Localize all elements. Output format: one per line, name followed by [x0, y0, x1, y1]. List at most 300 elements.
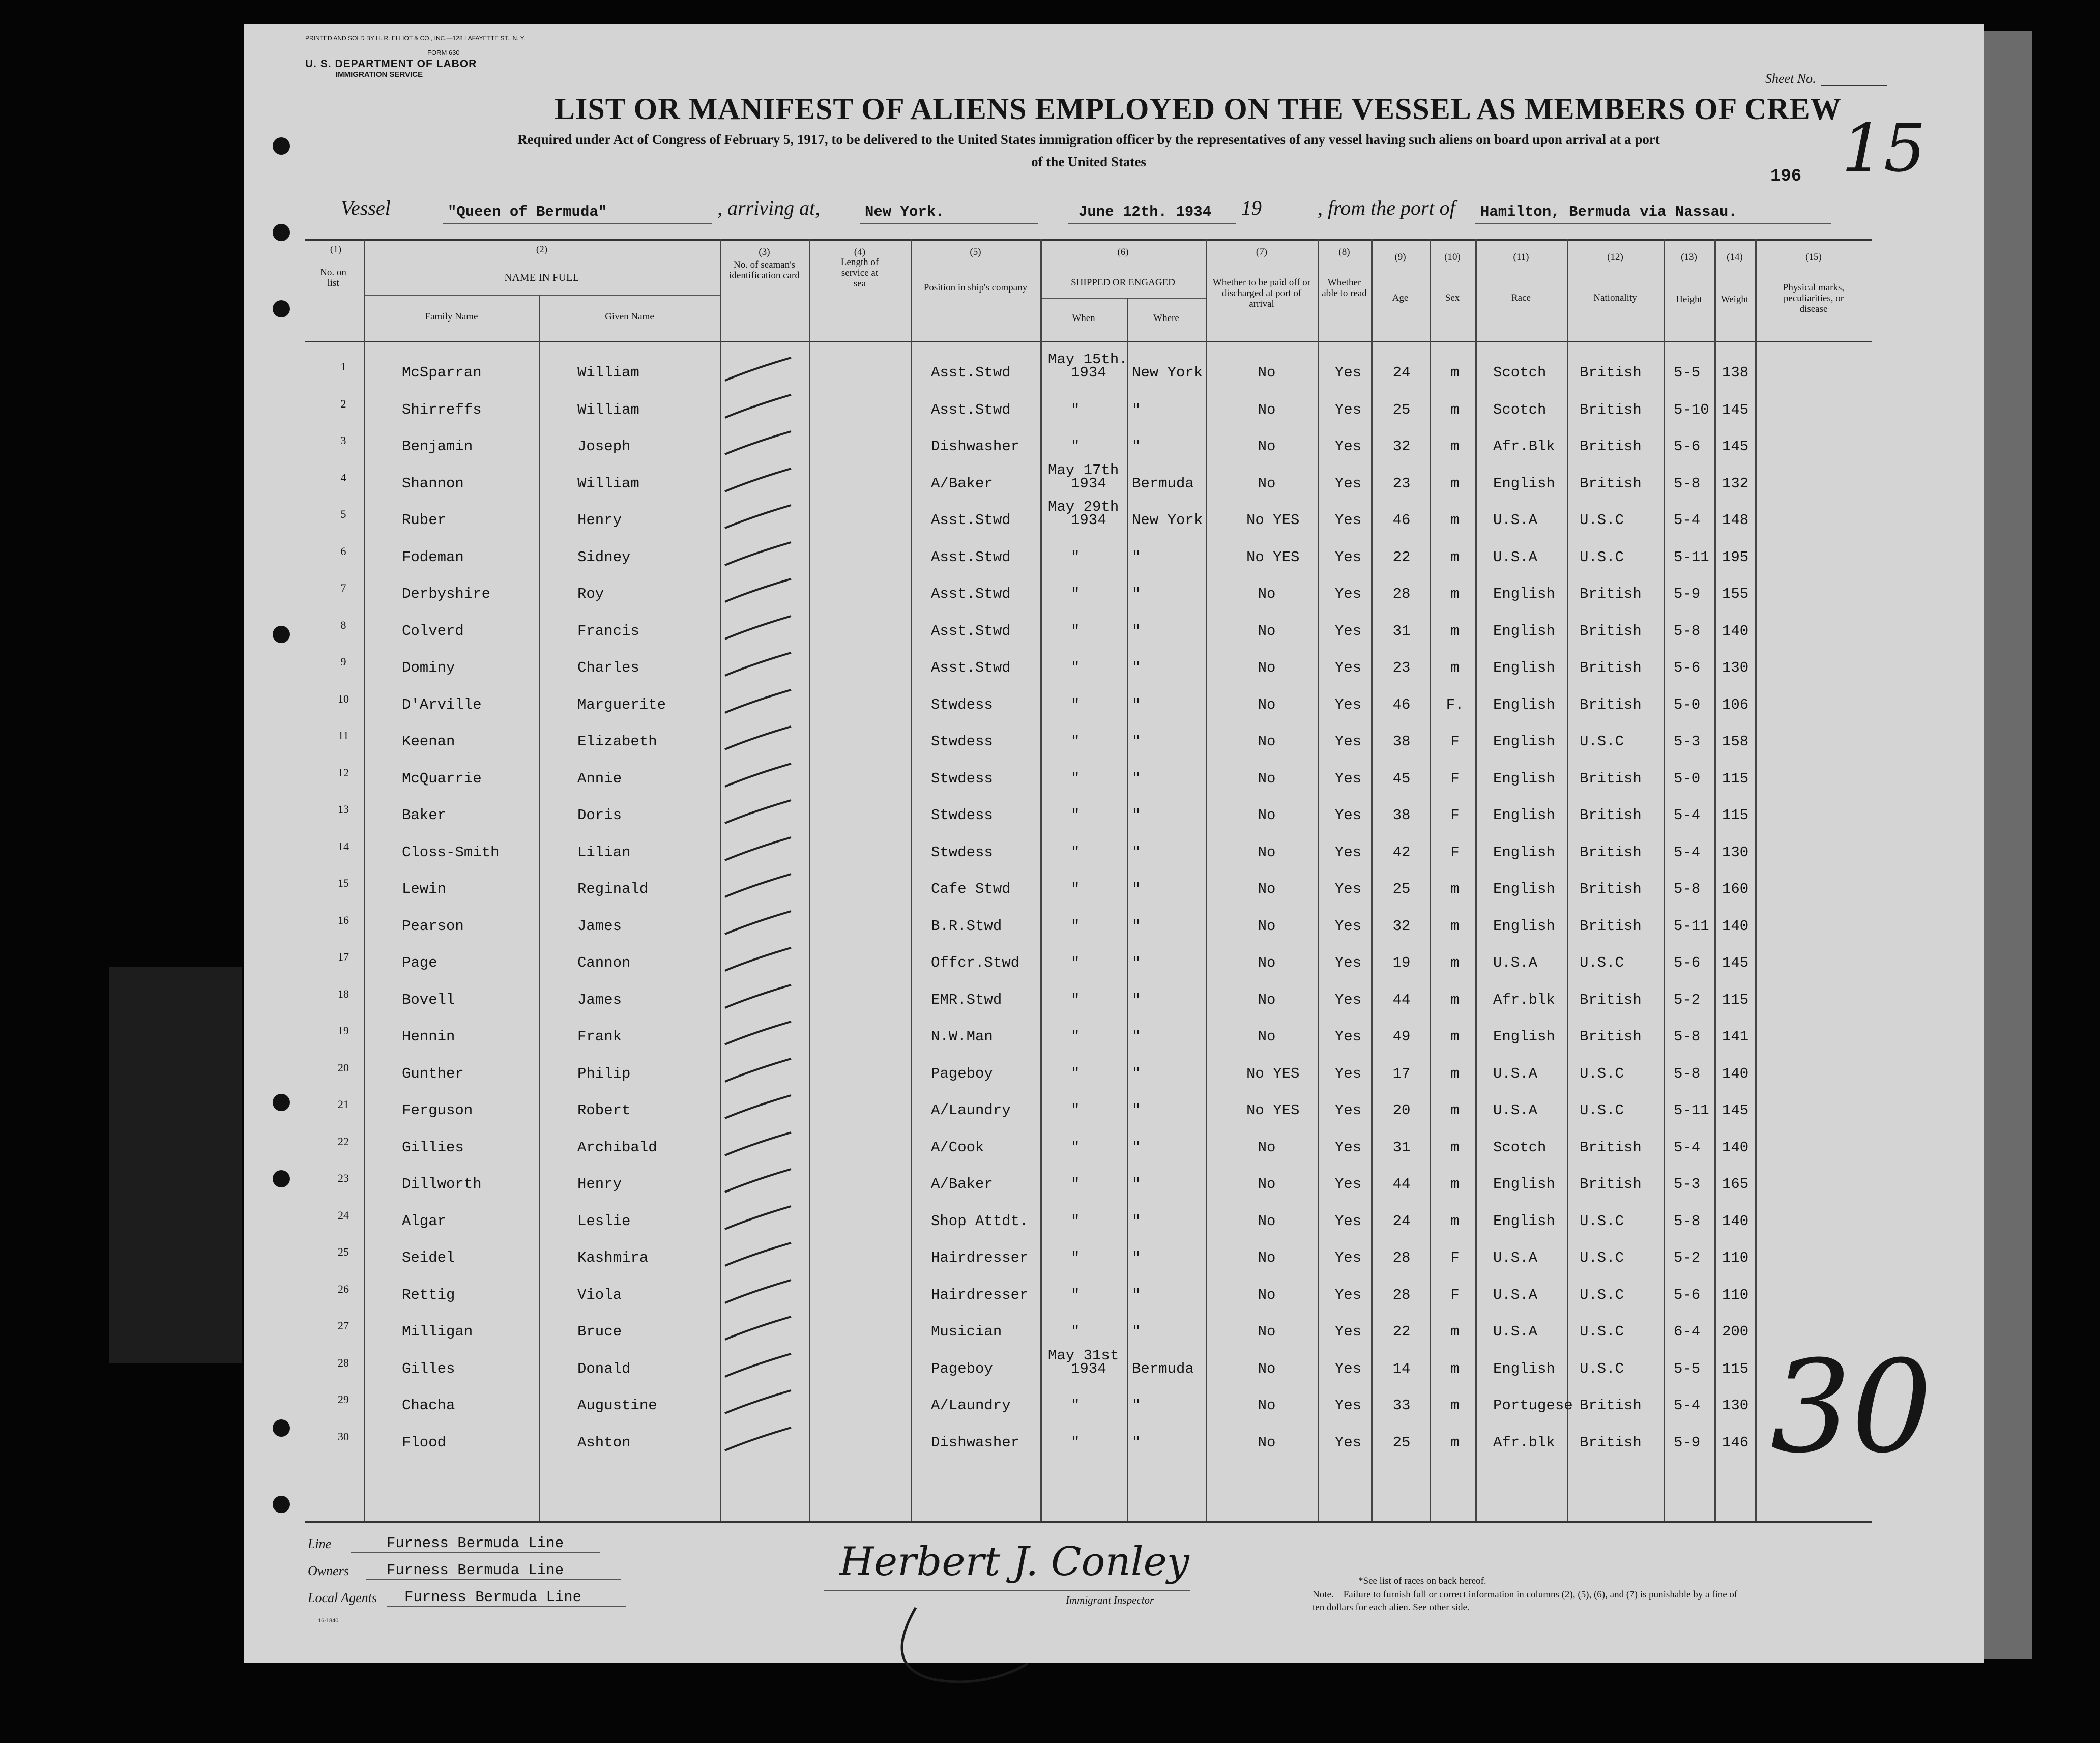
vessel-label: Vessel	[341, 196, 391, 219]
shipped-where: "	[1132, 954, 1141, 971]
nationality: British	[1580, 770, 1642, 787]
paid-off: No	[1258, 622, 1276, 640]
row-number: 1	[340, 360, 346, 373]
id-card-slash-mark	[722, 1314, 794, 1345]
weight: 115	[1722, 807, 1749, 824]
shipped-when-year: 1934	[1071, 512, 1106, 529]
id-card-slash-mark	[722, 1056, 794, 1087]
arrival-date: June 12th. 1934	[1078, 204, 1212, 220]
printer-imprint: PRINTED AND SOLD BY H. R. ELLIOT & CO., INC.—128 LAFAYETTE ST., N. Y.	[305, 35, 526, 42]
given-name: James	[577, 917, 622, 935]
col4-number: (4)	[854, 247, 866, 257]
col12-number: (12)	[1607, 252, 1623, 263]
col-divider	[1567, 239, 1568, 1521]
nationality: U.S.C	[1580, 1065, 1624, 1082]
handwritten-total-count: 30	[1770, 1333, 1933, 1481]
col2-family-header: Family Name	[425, 311, 478, 322]
paid-off: No	[1258, 1176, 1276, 1193]
weight: 200	[1722, 1323, 1749, 1340]
shipped-when-year: "	[1071, 1065, 1080, 1082]
weight: 115	[1722, 991, 1749, 1008]
row-number: 3	[340, 434, 346, 447]
weight: 140	[1722, 917, 1749, 935]
sex: m	[1450, 917, 1460, 935]
race: English	[1493, 1028, 1555, 1045]
id-card-slash-mark	[722, 355, 794, 386]
col6-number: (6)	[1117, 247, 1129, 257]
punch-hole	[273, 1496, 290, 1513]
family-name: Dillworth	[402, 1176, 482, 1193]
able-to-read: Yes	[1334, 586, 1362, 602]
col6-when-header: When	[1072, 313, 1095, 324]
race: English	[1493, 1212, 1555, 1230]
weight: 140	[1722, 1139, 1749, 1156]
id-card-slash-mark	[722, 687, 794, 718]
id-card-slash-mark	[722, 650, 794, 681]
col1-number: (1)	[330, 244, 342, 255]
age: 22	[1392, 1323, 1411, 1340]
height: 5-8	[1674, 1065, 1701, 1082]
id-card-slash-mark	[722, 576, 794, 607]
position: N.W.Man	[931, 1028, 993, 1045]
family-name: Benjamin	[402, 438, 473, 455]
weight: 140	[1722, 1212, 1749, 1230]
row-number: 21	[338, 1098, 349, 1111]
age: 44	[1392, 991, 1411, 1008]
shipped-where: "	[1132, 1139, 1141, 1156]
race: English	[1493, 844, 1555, 861]
family-name: Bovell	[402, 991, 455, 1008]
race: Scotch	[1493, 401, 1547, 418]
nationality: British	[1580, 659, 1642, 676]
shipped-when-year: "	[1071, 622, 1080, 640]
position: EMR.Stwd	[931, 991, 1002, 1008]
race: Afr.Blk	[1493, 438, 1555, 455]
age: 32	[1392, 438, 1411, 455]
col3-number: (3)	[759, 247, 770, 257]
age: 14	[1392, 1360, 1411, 1377]
shipped-when-year: "	[1071, 438, 1080, 455]
shipped-where: "	[1132, 917, 1141, 935]
shipped-when-year: "	[1071, 770, 1080, 787]
col11-number: (11)	[1513, 252, 1529, 263]
height: 5-11	[1674, 548, 1709, 566]
given-name: Augustine	[577, 1397, 657, 1414]
sex: m	[1450, 1102, 1460, 1119]
nationality: U.S.C	[1580, 1212, 1624, 1230]
family-name: Milligan	[402, 1323, 473, 1340]
race: Portugese	[1493, 1397, 1573, 1414]
nationality: British	[1580, 364, 1642, 381]
table-bottom-rule	[305, 1521, 1872, 1523]
weight: 145	[1722, 1102, 1749, 1119]
sex: F	[1450, 733, 1460, 750]
weight: 130	[1722, 1397, 1749, 1414]
age: 24	[1392, 364, 1411, 381]
race: U.S.A	[1493, 1065, 1538, 1082]
id-card-slash-mark	[722, 835, 794, 865]
id-card-slash-mark	[722, 614, 794, 644]
paid-off: No	[1258, 807, 1276, 824]
given-name: Viola	[577, 1286, 622, 1303]
race: U.S.A	[1493, 1323, 1538, 1340]
punch-hole	[273, 626, 290, 643]
height: 5-6	[1674, 438, 1701, 455]
punch-hole	[273, 1094, 290, 1111]
given-name: Joseph	[577, 438, 631, 455]
sex: F	[1450, 1286, 1460, 1303]
height: 5-4	[1674, 807, 1701, 824]
race: English	[1493, 881, 1555, 897]
shipped-where: "	[1132, 733, 1141, 750]
age: 25	[1392, 881, 1411, 897]
shipped-where: "	[1132, 1323, 1141, 1340]
stamp-number: 196	[1770, 167, 1802, 186]
id-card-slash-mark	[722, 798, 794, 828]
row-number: 19	[338, 1024, 349, 1037]
sex: m	[1450, 548, 1460, 566]
given-name: William	[577, 401, 639, 418]
position: Asst.Stwd	[931, 659, 1011, 676]
row-number: 24	[338, 1208, 349, 1222]
race: English	[1493, 586, 1555, 602]
shipped-when-year: "	[1071, 1286, 1080, 1303]
shipped-when-month: May 31st	[1048, 1347, 1119, 1364]
able-to-read: Yes	[1334, 1212, 1362, 1230]
race: Scotch	[1493, 364, 1547, 381]
family-name: Gunther	[402, 1065, 464, 1082]
shipped-when-year: "	[1071, 807, 1080, 824]
paid-off: No	[1258, 364, 1276, 381]
position: Stwdess	[931, 807, 993, 824]
col-divider	[1430, 239, 1431, 1521]
row-number: 7	[340, 582, 346, 594]
nationality: U.S.C	[1580, 1286, 1624, 1303]
age: 45	[1392, 770, 1411, 787]
punch-hole	[273, 137, 290, 155]
shipped-where: "	[1132, 1102, 1141, 1119]
punch-hole	[273, 224, 290, 241]
nationality: U.S.C	[1580, 1360, 1624, 1377]
row-number: 20	[338, 1061, 349, 1074]
row-number: 9	[340, 655, 346, 668]
family-name: Seidel	[402, 1250, 455, 1266]
height: 5-9	[1674, 586, 1701, 602]
race: English	[1493, 770, 1555, 787]
sex: m	[1450, 438, 1460, 455]
height: 5-11	[1674, 917, 1709, 935]
family-name: Chacha	[402, 1397, 455, 1414]
paid-off: No	[1258, 917, 1276, 935]
col2-number: (2)	[536, 244, 548, 255]
punch-hole	[273, 1419, 290, 1437]
position: B.R.Stwd	[931, 917, 1002, 935]
sex: m	[1450, 991, 1460, 1008]
service-name: IMMIGRATION SERVICE	[336, 70, 423, 79]
paid-off: No YES	[1246, 512, 1300, 529]
given-name: Kashmira	[577, 1250, 649, 1266]
col-divider	[911, 239, 912, 1521]
shipped-when-month: May 15th.	[1048, 351, 1128, 368]
shipped-when-year: "	[1071, 733, 1080, 750]
nationality: British	[1580, 1397, 1642, 1414]
race: English	[1493, 1176, 1555, 1193]
race: U.S.A	[1493, 954, 1538, 971]
age: 46	[1392, 696, 1411, 713]
col-divider	[1318, 239, 1319, 1521]
given-name: Cannon	[577, 954, 631, 971]
weight: 146	[1722, 1434, 1749, 1451]
row-number: 25	[338, 1245, 349, 1258]
age: 28	[1392, 1250, 1411, 1266]
col-divider	[364, 239, 365, 1521]
weight: 165	[1722, 1176, 1749, 1193]
age: 25	[1392, 401, 1411, 418]
weight: 110	[1722, 1286, 1749, 1303]
paid-off: No	[1258, 1360, 1276, 1377]
race: U.S.A	[1493, 512, 1538, 529]
row-number: 16	[338, 913, 349, 926]
row-number: 28	[338, 1356, 349, 1369]
paid-off: No	[1258, 770, 1276, 787]
sex: m	[1450, 1212, 1460, 1230]
col13-number: (13)	[1681, 252, 1697, 263]
shipped-when-year: "	[1071, 1102, 1080, 1119]
height: 5-5	[1674, 1360, 1701, 1377]
shipped-where: "	[1132, 659, 1141, 676]
family-name: Fodeman	[402, 548, 464, 566]
weight: 132	[1722, 475, 1749, 492]
able-to-read: Yes	[1334, 438, 1362, 455]
sex: m	[1450, 401, 1460, 418]
inspector-label: Immigrant Inspector	[1066, 1594, 1154, 1606]
date-underline	[1068, 223, 1236, 224]
height: 5-4	[1674, 1139, 1701, 1156]
height: 5-2	[1674, 991, 1701, 1008]
sex: m	[1450, 1434, 1460, 1451]
id-card-slash-mark	[722, 1204, 794, 1234]
race: English	[1493, 1360, 1555, 1377]
form-number: FORM 630	[427, 49, 460, 56]
col10-header: Sex	[1445, 293, 1460, 303]
position: Asst.Stwd	[931, 364, 1011, 381]
able-to-read: Yes	[1334, 770, 1362, 787]
able-to-read: Yes	[1334, 844, 1362, 861]
height: 5-10	[1674, 401, 1709, 418]
position: Stwdess	[931, 770, 993, 787]
id-card-slash-mark	[722, 392, 794, 423]
paid-off: No	[1258, 659, 1276, 676]
shipped-when-year: "	[1071, 1250, 1080, 1266]
age: 25	[1392, 1434, 1411, 1451]
given-name: Philip	[577, 1065, 631, 1082]
signature-line	[824, 1590, 1190, 1591]
row-number: 11	[338, 729, 349, 742]
given-name: Marguerite	[577, 696, 666, 713]
position: A/Laundry	[931, 1397, 1011, 1414]
height: 5-0	[1674, 770, 1701, 787]
family-name: Ferguson	[402, 1102, 473, 1119]
shipped-when-year: "	[1071, 1434, 1080, 1451]
family-name: Lewin	[402, 881, 447, 897]
race: U.S.A	[1493, 1250, 1538, 1266]
nationality: British	[1580, 917, 1642, 935]
row-number: 12	[338, 766, 349, 779]
able-to-read: Yes	[1334, 991, 1362, 1008]
able-to-read: Yes	[1334, 1250, 1362, 1266]
able-to-read: Yes	[1334, 954, 1362, 971]
col15-header: Physical marks, peculiarities, or disease	[1783, 282, 1845, 314]
age: 20	[1392, 1102, 1411, 1119]
nationality: British	[1580, 696, 1642, 713]
id-card-slash-mark	[722, 1425, 794, 1456]
name-subheader-rule	[364, 295, 720, 296]
able-to-read: Yes	[1334, 1360, 1362, 1377]
race: English	[1493, 622, 1555, 640]
shipped-where: "	[1132, 1028, 1141, 1045]
col8-header: Whether able to read	[1322, 277, 1367, 299]
col14-number: (14)	[1727, 252, 1743, 263]
col6-header: SHIPPED OR ENGAGED	[1071, 277, 1175, 288]
height: 5-6	[1674, 1286, 1701, 1303]
sex: m	[1450, 1397, 1460, 1414]
year-label: 19	[1241, 196, 1262, 219]
age: 46	[1392, 512, 1411, 529]
age: 38	[1392, 733, 1411, 750]
sex: m	[1450, 512, 1460, 529]
family-name: Shirreffs	[402, 401, 482, 418]
row-number: 10	[338, 692, 349, 705]
row-number: 27	[338, 1319, 349, 1332]
paid-off: No	[1258, 991, 1276, 1008]
row-number: 29	[338, 1393, 349, 1406]
family-name: Ruber	[402, 512, 447, 529]
given-name: Francis	[577, 622, 639, 640]
shipped-where: "	[1132, 586, 1141, 602]
shipped-when-year: "	[1071, 917, 1080, 935]
shipped-where: "	[1132, 1397, 1141, 1414]
from-underline	[1475, 223, 1831, 224]
col5-header: Position in ship's company	[923, 282, 1028, 293]
shipped-when-year: "	[1071, 881, 1080, 897]
shipped-when-year: 1934	[1071, 475, 1106, 492]
age: 49	[1392, 1028, 1411, 1045]
age: 38	[1392, 807, 1411, 824]
col-divider	[1127, 298, 1128, 1521]
manifest-subtitle	[382, 128, 1796, 173]
nationality: U.S.C	[1580, 954, 1624, 971]
col7-number: (7)	[1256, 247, 1268, 257]
weight: 145	[1722, 438, 1749, 455]
shipped-where: Bermuda	[1132, 475, 1194, 492]
form-reference: 16-1840	[318, 1618, 339, 1624]
position: Pageboy	[931, 1360, 993, 1377]
col9-number: (9)	[1394, 252, 1406, 263]
weight: 140	[1722, 622, 1749, 640]
shipped-where: New York	[1132, 364, 1203, 381]
race: English	[1493, 807, 1555, 824]
shipped-when-year: "	[1071, 659, 1080, 676]
height: 5-8	[1674, 622, 1701, 640]
col-divider	[1206, 239, 1207, 1521]
row-number: 8	[340, 618, 346, 631]
able-to-read: Yes	[1334, 1102, 1362, 1119]
department-name: U. S. DEPARTMENT OF LABOR	[305, 58, 477, 70]
family-name: Dominy	[402, 659, 455, 676]
col13-header: Height	[1676, 294, 1702, 305]
shipped-when-month: May 17th	[1048, 461, 1119, 479]
able-to-read: Yes	[1334, 364, 1362, 381]
col10-number: (10)	[1444, 252, 1461, 263]
sex: m	[1450, 1028, 1460, 1045]
nationality: U.S.C	[1580, 548, 1624, 566]
id-card-slash-mark	[722, 1093, 794, 1123]
family-name: Rettig	[402, 1286, 455, 1303]
row-number: 6	[340, 544, 346, 558]
position: Asst.Stwd	[931, 548, 1011, 566]
shipped-when-year: "	[1071, 844, 1080, 861]
height: 5-8	[1674, 1212, 1701, 1230]
row-number: 30	[338, 1430, 349, 1443]
punch-hole	[273, 300, 290, 317]
table-header-rule	[305, 341, 1872, 342]
paid-off: No YES	[1246, 1102, 1300, 1119]
from-port-label: , from the port of	[1318, 196, 1455, 219]
position: A/Baker	[931, 1176, 993, 1193]
able-to-read: Yes	[1334, 659, 1362, 676]
arriving-label: , arriving at,	[717, 196, 821, 219]
shipped-when-year: "	[1071, 1323, 1080, 1340]
inspector-signature: Herbert J. Conley	[839, 1539, 1189, 1585]
sex: m	[1450, 586, 1460, 602]
nationality: British	[1580, 586, 1642, 602]
sex: F	[1450, 844, 1460, 861]
table-top-rule	[305, 239, 1872, 241]
given-name: William	[577, 475, 639, 492]
given-name: Lilian	[577, 844, 631, 861]
family-name: Closs-Smith	[402, 844, 500, 861]
row-number: 4	[340, 471, 346, 484]
col-divider	[1755, 239, 1757, 1521]
shipped-subheader-rule	[1040, 298, 1206, 299]
subtitle-line-2: of the United States	[1031, 154, 1146, 169]
vessel-name: "Queen of Bermuda"	[448, 204, 607, 220]
given-name: Frank	[577, 1028, 622, 1045]
sex: m	[1450, 659, 1460, 676]
col-divider	[1040, 239, 1042, 1521]
paid-off: No	[1258, 438, 1276, 455]
sex: F	[1450, 770, 1460, 787]
age: 32	[1392, 917, 1411, 935]
col2-header: NAME IN FULL	[504, 271, 579, 283]
shipped-when-year: "	[1071, 401, 1080, 418]
row-number: 26	[338, 1282, 349, 1295]
paid-off: No	[1258, 1212, 1276, 1230]
height: 5-0	[1674, 696, 1701, 713]
paid-off: No	[1258, 1250, 1276, 1266]
col-divider	[1371, 239, 1373, 1521]
position: Asst.Stwd	[931, 586, 1011, 602]
height: 5-11	[1674, 1102, 1709, 1119]
family-name: Keenan	[402, 733, 455, 750]
sex: F	[1450, 807, 1460, 824]
position: Shop Attdt.	[931, 1212, 1029, 1230]
given-name: Donald	[577, 1360, 631, 1377]
able-to-read: Yes	[1334, 1139, 1362, 1156]
handwritten-sheet-number: 15	[1842, 109, 1926, 187]
sex: m	[1450, 1176, 1460, 1193]
weight: 140	[1722, 1065, 1749, 1082]
